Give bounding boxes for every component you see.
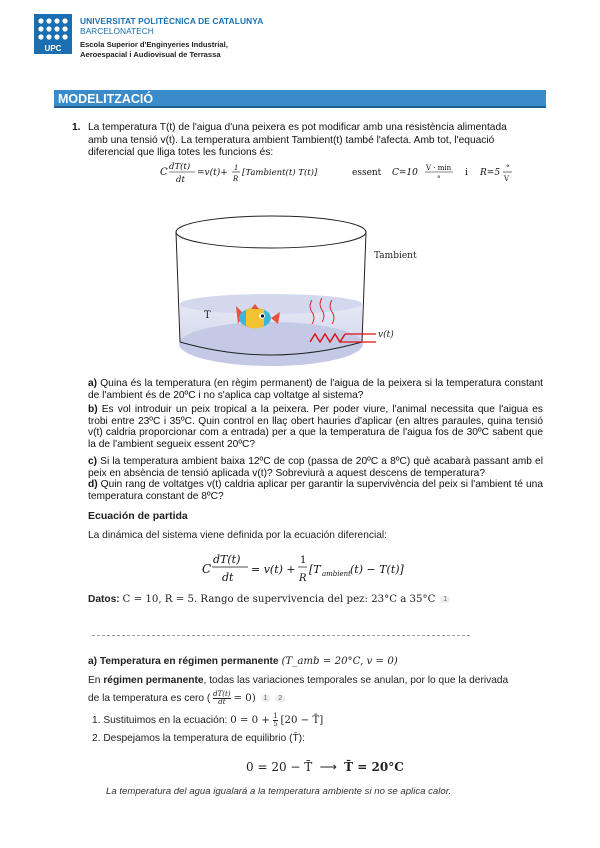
- header: [34, 14, 294, 66]
- solution-title: Ecuación de partida: [88, 510, 188, 522]
- subquestion-a: [88, 378, 543, 401]
- school-line-2: Aeroespacial i Audiovisual de Terrassa: [80, 49, 221, 59]
- eq-C-value: C=10: [392, 168, 418, 178]
- datos-label: Datos:: [88, 594, 120, 605]
- subquestion-a-label: a): [88, 378, 98, 389]
- university-subtitle: BARCELONATECH: [80, 26, 154, 36]
- question-line-3: diferencial que lliga totes les funcions és:: [88, 147, 274, 158]
- section-title: MODELITZACIÓ: [58, 92, 154, 106]
- eq-frac-num: 1: [234, 164, 239, 172]
- subquestion-b-label: b): [88, 404, 98, 415]
- citation-badge[interactable]: 1: [261, 695, 271, 702]
- school-name: [80, 40, 228, 59]
- part-a-p2-frac-den: dt: [218, 698, 226, 706]
- sol-eq-den: dt: [222, 571, 234, 584]
- question-equation: [160, 158, 520, 190]
- sol-eq-bracket-open: [T: [309, 563, 321, 576]
- subquestion-b-text: Es vol introduir un peix tropical a la peixera. Per poder viure, l'animal necessita que l'aigua es trobi entre 23ºC i 35ºC. Quin control en llaç obert hauries d'aplicar (en altres paraules, quina tensió v(t) caldria proporcionar com a entrada) per a que la temperatura de l'aigua fos de 30ºC sabent que la de l'ambient segueix essent 20ºC?: [88, 404, 543, 450]
- subquestion-b: [88, 404, 543, 450]
- subquestion-c-label: c): [88, 456, 98, 467]
- part-a-p1-post: , todas las variaciones temporales se anulan, por lo que la derivada: [203, 675, 509, 686]
- part-a-title: a) Temperatura en régimen permanente: [88, 656, 279, 667]
- eq-C: C: [160, 167, 168, 178]
- eq-R-units-den: V: [504, 175, 510, 183]
- step-1-eq: 0 = 0 +: [230, 715, 274, 727]
- eq-i: i: [465, 168, 468, 178]
- label-v: v(t): [378, 330, 394, 340]
- subquestion-d-label: d): [88, 479, 98, 490]
- datos-text: C = 10, R = 5. Rango de supervivencia del pez: 23°C a 35°C: [122, 594, 436, 605]
- section-bar: [54, 90, 546, 108]
- eq-essent: essent: [352, 168, 382, 178]
- citation-badge[interactable]: 2: [275, 695, 285, 702]
- result-line: [246, 760, 404, 774]
- part-a-paragraph-2: [88, 691, 285, 706]
- eq-mid: =v(t)+: [197, 168, 228, 178]
- label-T: T: [204, 310, 211, 321]
- step-1-label: 1. Sustituimos en la ecuación:: [92, 715, 228, 727]
- eq-C-units-num: V · min: [426, 164, 452, 172]
- sol-eq-eq: = v(t) +: [251, 563, 296, 576]
- sol-eq-C: C: [202, 562, 212, 576]
- subquestion-c: [88, 456, 543, 479]
- eq-R-value: R=5: [480, 168, 501, 178]
- eq-C-units-den: °: [437, 175, 441, 183]
- eq-frac-den: R: [233, 175, 239, 183]
- conclusion: La temperatura del agua igualará a la temperatura ambiente si no se aplica calor.: [106, 786, 452, 797]
- part-a-p1-bold: régimen permanente: [103, 675, 204, 686]
- sol-eq-sub: ambient: [322, 570, 351, 578]
- eq-bracket: [Tambient(t) T(t)]: [242, 168, 318, 178]
- part-a-p2-post: = 0): [233, 693, 256, 705]
- upc-logo: [34, 14, 72, 54]
- sol-eq-num: dT(t): [213, 553, 241, 566]
- part-a-p2-frac-num: dT(t): [213, 690, 231, 698]
- part-a-condition: (T_amb = 20°C, v = 0): [281, 656, 398, 667]
- result-right: T̄ = 20°C: [344, 760, 404, 774]
- subquestion-a-text: Quina és la temperatura (en règim permanent) de l'aigua de la peixera si la temperatura constant de l'ambient és de 20ºC i no s'aplica cap voltatge al sistema?: [88, 378, 543, 401]
- result-arrow: ⟶: [319, 760, 337, 774]
- subquestion-d-text: Quin rang de voltatges v(t) caldria aplicar per garantir la supervivència del peix si l'ambient té una temperatura constant de 8ºC?: [88, 479, 543, 502]
- logo-text: UPC: [44, 44, 62, 53]
- divider: [92, 635, 470, 636]
- university-name: UNIVERSITAT POLITÈCNICA DE CATALUNYA: [80, 16, 264, 26]
- eq-R-units-num: °: [506, 164, 510, 172]
- question-line-2: amb una tensió v(t). La temperatura ambient Tambient(t) també l'afecta. Amb tot, l'equació: [88, 134, 495, 146]
- part-a-paragraph-1: [88, 675, 528, 686]
- step-1-frac-num: 1: [273, 712, 278, 720]
- result-left: 0 = 20 − T̄: [246, 760, 313, 774]
- question-number: 1.: [72, 122, 81, 133]
- fish-tank-figure: [152, 206, 442, 368]
- part-a-p2: de la temperatura es cero (: [88, 693, 211, 705]
- question-line-1: La temperatura T(t) de l'aigua d'una peixera es pot modificar amb una resistència alimentada: [88, 122, 507, 133]
- step-1-frac-den: 5: [273, 720, 278, 728]
- subquestion-d: [88, 479, 543, 502]
- step-1: [92, 713, 323, 728]
- citation-badge[interactable]: 1: [440, 596, 450, 603]
- datos-line: [88, 594, 450, 605]
- label-Tambient: Tambient: [374, 251, 417, 261]
- eq-dT: dT(t): [169, 162, 191, 172]
- step-2: 2. Despejamos la temperatura de equilibrio (T̄):: [92, 733, 305, 744]
- sol-eq-one: 1: [300, 555, 307, 566]
- eq-dt: dt: [176, 175, 185, 185]
- sol-eq-R: R: [299, 573, 307, 584]
- solution-equation: [200, 550, 440, 590]
- step-1-rest: [20 − T̄]: [280, 715, 324, 727]
- part-a-heading: [88, 656, 398, 667]
- solution-intro: La dinámica del sistema viene definida por la ecuación diferencial:: [88, 530, 388, 541]
- part-a-p1-pre: En: [88, 675, 101, 686]
- subquestion-c-text: Si la temperatura ambient baixa 12ºC de cop (passa de 20ºC a 8ºC) què acabarà passant amb el peix en absència de tensió aplicada v(t)? Sobreviurà a aquest descens de temperatura?: [88, 456, 543, 479]
- school-line-1: Escola Superior d'Enginyeries Industrial,: [80, 40, 228, 49]
- sol-eq-bracket-rest: (t) − T(t)]: [350, 563, 404, 576]
